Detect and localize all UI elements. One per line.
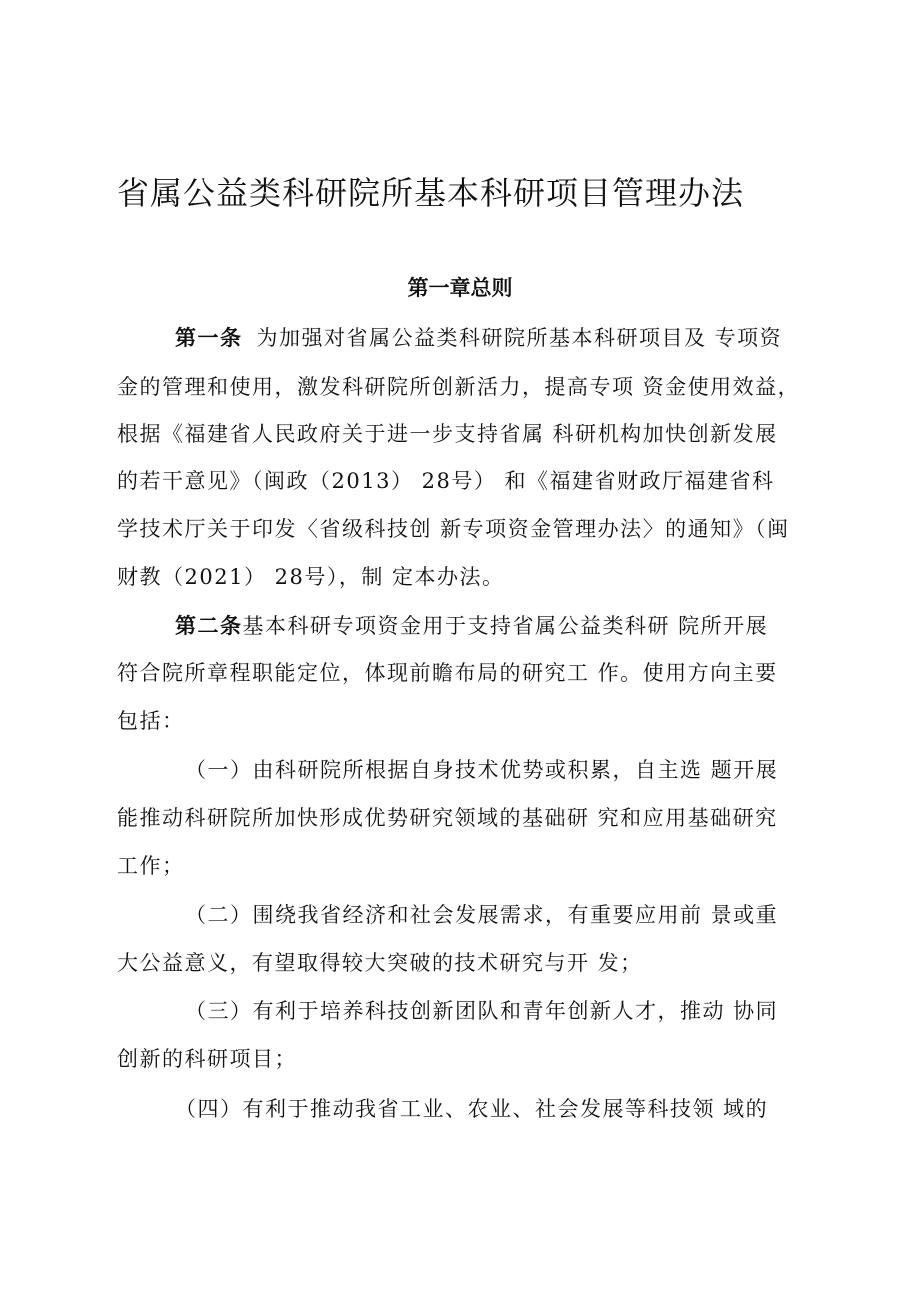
article2-line-3: 包括： (117, 709, 185, 733)
article1-label: 第一条 (175, 326, 243, 350)
item3-line-1: （三）有利于培养科技创新团队和青年创新人才，推动 协同 (185, 999, 779, 1023)
article1-line-5: 学技术厅关于印发〈省级科技创 新专项资金管理办法〉的通知》（闽 (117, 517, 790, 541)
article1-line-6: 财教（2021） 28号），制 定本办法。 (117, 565, 505, 589)
chapter-heading: 第一章总则 (407, 276, 513, 300)
article2-text-1: 基本科研专项资金用于支持省属公益类科研 院所开展 (242, 614, 769, 638)
item2-line-2: 大公益意义，有望取得较大突破的技术研究与开 发； (117, 951, 643, 975)
item3-line-2: 创新的科研项目； (117, 1047, 297, 1071)
item4-line-1: （四）有利于推动我省工业、农业、社会发展等科技领 域的 (175, 1097, 769, 1121)
article1-line-4: 的若干意见》（闽政（2013） 28号） 和《福建省财政厅福建省科 (117, 469, 775, 493)
article1-text-1: 为加强对省属公益类科研院所基本科研项目及 专项资 (256, 326, 783, 350)
item1-line-3: 工作； (117, 854, 185, 878)
article1-line-2: 金的管理和使用，激发科研院所创新活力，提高专项 资金使用效益， (117, 375, 801, 399)
article2-line-1 (175, 610, 768, 642)
item1-line-1: （一）由科研院所根据自身技术优势或积累，自主选 题开展 (185, 758, 779, 782)
article1-line-1 (175, 322, 782, 354)
item2-line-1: （二）围绕我省经济和社会发展需求，有重要应用前 景或重 (185, 903, 779, 927)
article2-line-2: 符合院所章程职能定位，体现前瞻布局的研究工 作。使用方向主要 (117, 661, 778, 685)
document-title: 省属公益类科研院所基本科研项目管理办法 (117, 174, 745, 212)
article2-label: 第二条 (175, 614, 243, 638)
item1-line-2: 能推动科研院所加快形成优势研究领域的基础研 究和应用基础研究 (117, 806, 778, 830)
article1-line-3: 根据《福建省人民政府关于进一步支持省属 科研机构加快创新发展 (117, 422, 778, 446)
